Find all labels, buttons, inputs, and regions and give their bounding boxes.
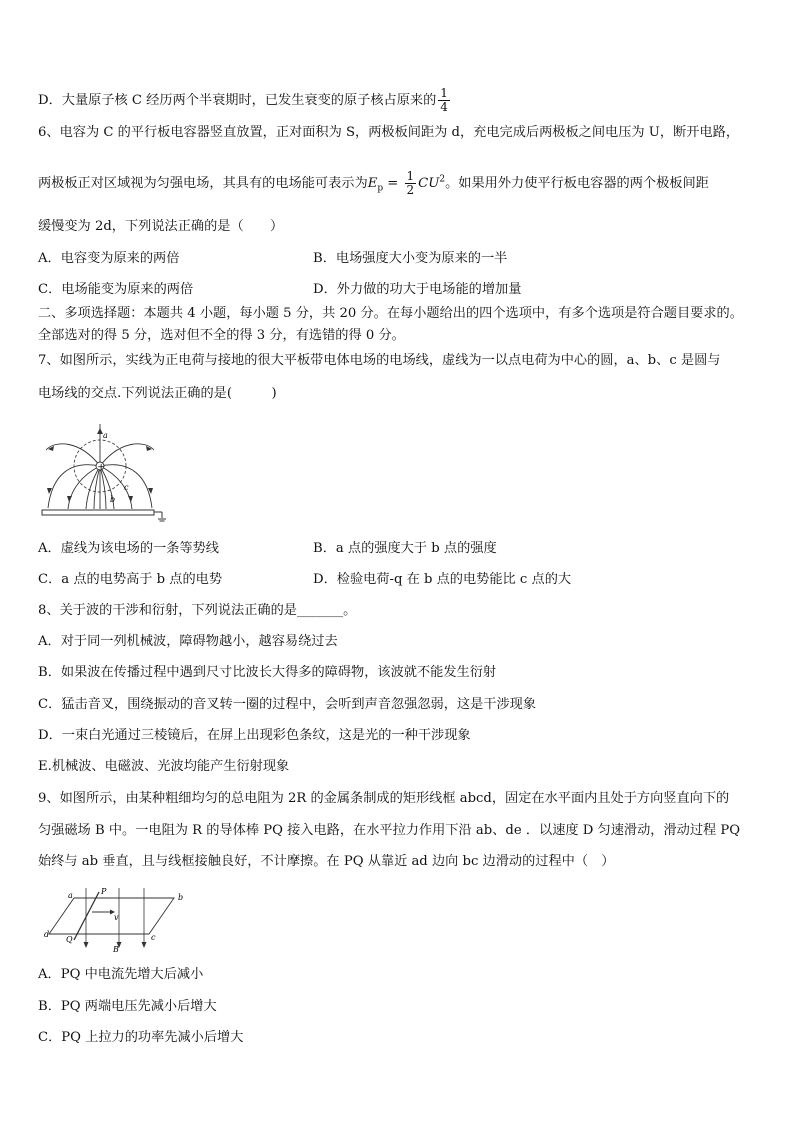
formula-den: 2: [406, 183, 415, 197]
q7-stem-line2: 电场线的交点.下列说法正确的是( ): [38, 386, 277, 401]
energy-formula: [367, 169, 446, 197]
q6-stem-line2: [38, 170, 709, 198]
fraction-one-quarter: [438, 87, 450, 114]
label-p: P: [101, 887, 107, 896]
q5-option-d-text: D．大量原子核 C 经历两个半衰期时，已发生衰变的原子核占原来的: [38, 93, 437, 108]
formula-superscript: 2: [439, 174, 446, 185]
q8-option-a: A．对于同一列机械波，障碍物越小，越容易绕过去: [38, 634, 338, 649]
field-line-l1: [48, 465, 100, 508]
q7-option-a: A．虚线为该电场的一条等势线: [38, 541, 219, 556]
q8-option-b: B．如果波在传播过程中遇到尺寸比波长大得多的障碍物，该波就不能发生衍射: [38, 665, 497, 680]
formula-e: E: [367, 176, 378, 191]
label-b: b: [178, 893, 184, 902]
q9-stem-line3: 始终与 ab 垂直，且与线框接触良好，不计摩擦。在 PQ 从靠近 ad 边向 bc 边滑动的过程中（ ）: [38, 854, 615, 869]
q7-stem-line1: 7、如图所示，实线为正电荷与接地的很大平板带电体电场的电场线，虚线为一以点电荷为中心的圆，a、b、c 是圆与: [38, 353, 721, 368]
b-arrow-1: [84, 942, 89, 948]
q9-stem-line1: 9、如图所示，由某种粗细均匀的总电阻为 2R 的金属条制成的矩形线框 abcd，固定在水平面内且处于方向竖直向下的: [38, 791, 730, 806]
formula-cu: CU: [418, 176, 440, 191]
label-c: c: [124, 483, 129, 492]
q6-option-d: D．外力做的功大于电场能的增加量: [313, 282, 522, 297]
arrow-ur: [146, 446, 152, 451]
formula-subscript: p: [377, 183, 384, 194]
q7-option-b: B．a 点的强度大于 b 点的强度: [313, 541, 497, 556]
formula-num: 1: [406, 169, 415, 183]
q6-stem-line1: 6、电容为 C 的平行板电容器竖直放置，正对面积为 S，两极板间距为 d，充电完成后两极板之间电压为 U，断开电路，: [38, 125, 740, 140]
label-v: v: [114, 913, 119, 922]
q9-frame-figure: [44, 884, 194, 954]
b-arrow-3: [142, 942, 147, 948]
q9-stem-line2: 匀强磁场 B 中。一电阻为 R 的导体棒 PQ 接入电路，在水平拉力作用下沿 ab、de ．以速度 D 匀速滑动，滑动过程 PQ: [38, 823, 741, 838]
conductor-rod-pq: [74, 892, 99, 940]
section2-line2: 全部选对的得 5 分，选对但不全的得 3 分，有选错的得 0 分。: [38, 328, 405, 343]
q6-stem-line3: 缓慢变为 2d，下列说法正确的是（ ）: [38, 219, 284, 234]
label-b: b: [110, 495, 116, 504]
q8-option-d: D．一束白光通过三棱镜后，在屏上出现彩色条纹，这是光的一种干涉现象: [38, 728, 471, 743]
charged-plate: [42, 510, 154, 515]
q6-option-b: B．电场强度大小变为原来的一半: [313, 251, 508, 266]
label-c: c: [151, 933, 156, 942]
fraction-denominator: 4: [440, 100, 448, 114]
label-d: d: [44, 930, 50, 939]
q9-option-b: B．PQ 两端电压先减小后增大: [38, 999, 217, 1014]
arrow-ul: [48, 446, 54, 451]
label-a: a: [103, 431, 108, 440]
label-b-field: B: [113, 945, 119, 954]
formula-fraction: [405, 170, 417, 197]
q6-stem-text: 两极板正对区域视为匀强电场，其具有的电场能可表示为: [38, 176, 368, 191]
field-line-ul: [46, 444, 100, 466]
rectangular-frame: [49, 898, 174, 934]
q7-field-figure: [40, 420, 170, 528]
charge-plus-sign: +: [97, 462, 105, 473]
field-line-ur: [100, 444, 154, 466]
q7-option-c: C．a 点的电势高于 b 点的电势: [38, 572, 223, 587]
q7-option-d: D．检验电荷-q 在 b 点的电势能比 c 点的大: [313, 572, 572, 587]
formula-equals: =: [383, 176, 403, 191]
q6-stem-text-after: 。如果用外力使平行板电容器的两个极板间距: [445, 176, 709, 191]
section2-line1: 二、多项选择题：本题共 4 小题，每小题 5 分，共 20 分。在每小题给出的四个选项中，有多个选项是符合题目要求的。: [38, 306, 743, 321]
q6-option-a: A．电容变为原来的两倍: [38, 251, 180, 266]
label-a: a: [68, 891, 73, 900]
q8-stem: 8、关于波的干涉和衍射，下列说法正确的是_______。: [38, 603, 357, 618]
q8-option-e: E.机械波、电磁波、光波均能产生衍射现象: [38, 759, 290, 774]
q8-option-c: C．猛击音叉，围绕振动的音叉转一圈的过程中，会听到声音忽强忽弱，这是干涉现象: [38, 697, 537, 712]
q5-option-d: [38, 87, 452, 114]
fraction-numerator: 1: [440, 86, 448, 100]
q9-option-c: C．PQ 上拉力的功率先减小后增大: [38, 1030, 244, 1045]
q6-option-c: C．电场能变为原来的两倍: [38, 282, 194, 297]
q9-option-a: A．PQ 中电流先增大后减小: [38, 967, 204, 982]
label-q: Q: [66, 935, 73, 944]
